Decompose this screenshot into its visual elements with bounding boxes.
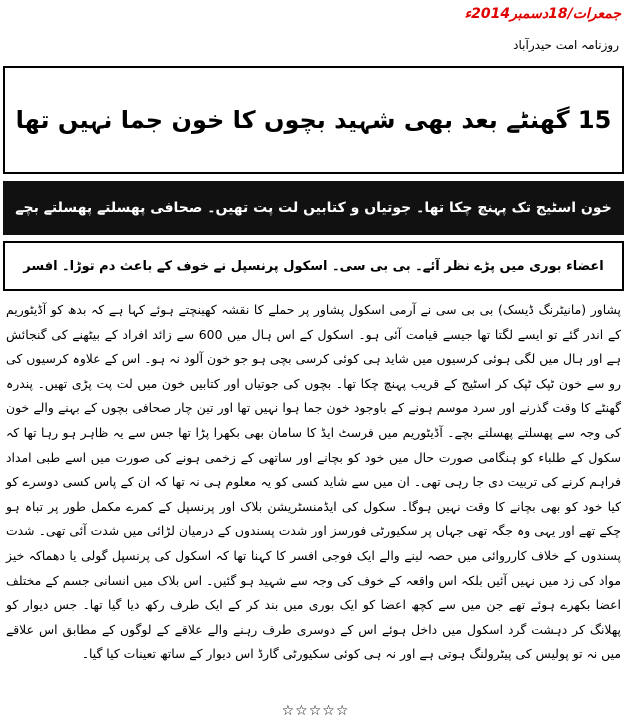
article-body xyxy=(6,298,621,667)
headline: 15 گھنٹے بعد بھی شہید بچوں کا خون جما نہیں تھا xyxy=(15,106,612,134)
subheadline-dark-banner xyxy=(3,181,624,235)
subheadline-1: خون اسٹیج تک پہنچ چکا تھا۔ جوتیاں و کتابیں لت پت تھیں۔ صحافی پھسلتے پھسلتے بچے xyxy=(15,200,612,216)
subheadline-light-banner xyxy=(3,241,624,291)
end-stars: ☆☆☆☆☆ xyxy=(281,703,350,719)
newspaper-source: روزنامہ امت حیدرآباد xyxy=(513,38,619,52)
article-paragraph: پشاور (مانیٹرنگ ڈیسک) بی بی سی نے آرمی اسکول پشاور پر حملے کا نقشہ کھینچتے ہوئے کہا ہے کہ بدھ کو آڈیٹوریم کے اندر گئے تو ایسے لگتا تھا جیسے قیامت آئی ہو۔ اسکول کے اس ہال میں 600 سے زائد افراد کے بیٹھنے کی گنجائش ہے اور ہال میں لگی ہوئی کرسیوں میں شاید ہی کوئی کرسی بچی ہو جو خون آلود نہ ہو۔ اس کے علاوہ کرسیوں کی رو سے خون ٹپک ٹپک کر اسٹیج کے قریب پہنچ چکا تھا۔ بچوں کی جوتیاں اور کتابیں خون میں لت پت پڑی تھیں۔ پندرہ گھنٹے کا وقت گذرنے اور سرد موسم ہونے کے باوجود خون جما ہوا نہیں تھا اور تین چار صحافی بچوں کے بہنے والے خون کی وجہ سے پھسلتے پھسلتے بچے۔ آڈیٹوریم میں فرسٹ ایڈ کا سامان بھی بکھرا پڑا تھا جس سے یہ ظاہر ہو رہا تھا کہ سکول کے طلباء کو ہنگامی صورت حال میں خود کو بچانے اور ساتھی کے زخمی ہونے کی صورت میں اسے طبی امداد فراہم کرنے کی تربیت دی جا رہی تھی۔ ان میں سے شاید کسی کو یہ معلوم ہی نہ تھا کہ ان کے پاس کسی دوسرے کو کیا خود کو بھی بچانے کا وقت نہیں ہوگا۔ سکول کی ایڈمنسٹریشن بلاک اور پرنسپل کے کمرے مکمل طور پر تباہ ہو چکے تھے اور یہی وہ جگہ تھی جہاں پر سکیورٹی فورسز اور شدت پسندوں کے درمیان لڑائی میں شدت آئی تھی۔ شدت پسندوں کے خلاف کارروائی میں حصہ لینے والے ایک فوجی افسر کا کہنا تھا کہ اسکول کی پرنسپل گولی یا دھماکہ خیز مواد کی زد میں نہیں آئیں بلکہ اس واقعہ کے خوف کی وجہ سے شہید ہو گئیں۔ اس بلاک میں انسانی جسم کے مختلف اعضا بکھرے ہوئے تھے جن میں سے کچھ اعضا کو ایک بوری میں بند کر کے ایک طرف رکھ دیا گیا تھا۔ جس دیوار کو پھلانگ کر دہشت گرد اسکول میں داخل ہوئے اس کے دوسری طرف رہنے والے علاقے کے لوگوں کے مطابق اس علاقے میں نہ تو پولیس کی پیٹرولنگ ہوتی ہے اور نہ ہی کوئی سکیورٹی گارڈ اس دیوار کے ساتھ تعینات کیا گیا۔ xyxy=(6,302,622,662)
dateline: جمعرات/18دسمبر2014ء xyxy=(464,6,621,22)
headline-box xyxy=(3,66,624,174)
subheadline-2: اعضاء بوری میں پڑے نظر آئے۔ بی بی سی۔ اسکول پرنسپل نے خوف کے باعث دم توڑا۔ افسر xyxy=(23,258,604,274)
